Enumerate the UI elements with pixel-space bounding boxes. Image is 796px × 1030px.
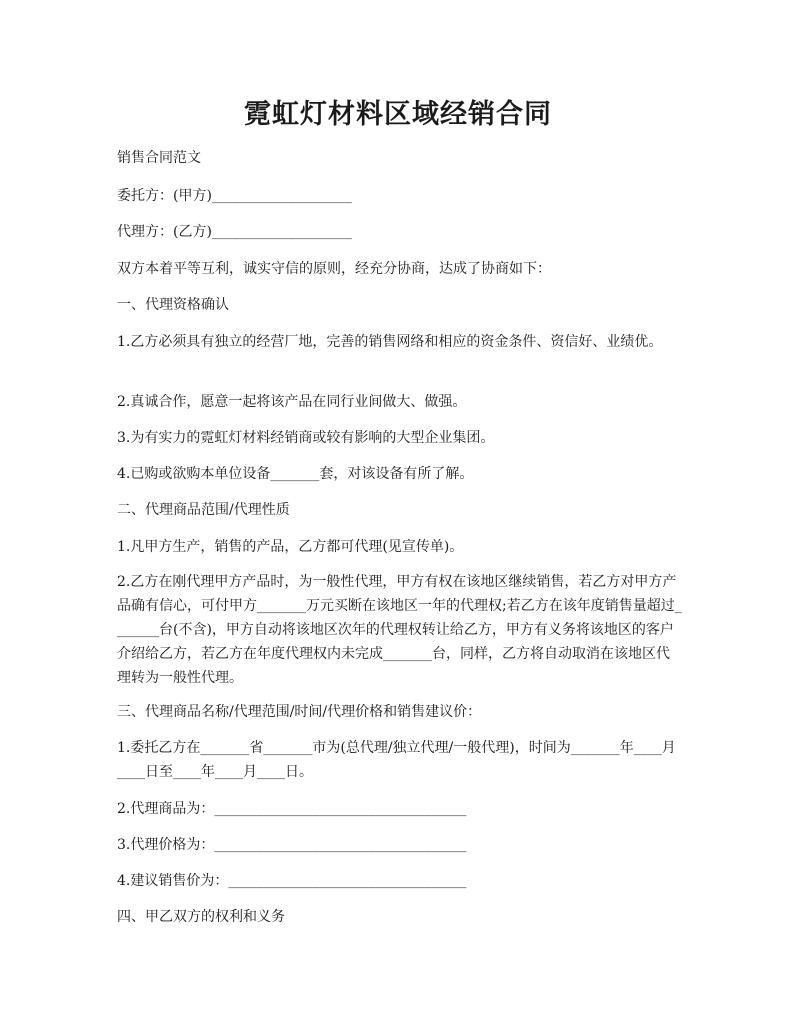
clause-1-3: 3.为有实力的霓虹灯材料经销商或较有影响的大型企业集团。	[117, 430, 495, 446]
clause-1-4: 4.已购或欲购本单位设备_______套，对该设备有所了解。	[117, 466, 474, 482]
document-title: 霓虹灯材料区域经销合同	[244, 99, 552, 130]
clause-2-2: 2.乙方在刚代理甲方产品时，为一般性代理，甲方有权在该地区继续销售，若乙方对甲方产品确有信心，可付甲方_______万元买断在该地区一年的代理权;若乙方在该年度销售量超过_______台(不含)，甲方自动将该地区次年的代理权转让给乙方，甲方有义务将该地区的客户介绍给乙方，若乙方在年度代理权内未完成_______台，同样，乙方将自动取消在该地区代理转为一般性代理。	[117, 574, 682, 686]
preamble-paragraph: 双方本着平等互利，诚实守信的原则，经充分协商，达成了协商如下：	[117, 261, 551, 277]
clause-3-1: 1.委托乙方在_______省_______市为(总代理/独立代理/一般代理)，时间为_______年____月____日至____年____月____日。	[117, 740, 676, 780]
clause-3-4: 4.建议销售价为：__________________________________	[117, 873, 467, 889]
principal-party-line: 委托方：(甲方)____________________	[117, 188, 352, 204]
clause-3-3: 3.代理价格为：____________________________________	[117, 837, 467, 853]
agent-party-line: 代理方：(乙方)____________________	[117, 224, 352, 240]
subtitle: 销售合同范文	[117, 150, 201, 166]
clause-1-2: 2.真诚合作，愿意一起将该产品在同行业间做大、做强。	[117, 394, 467, 410]
clause-2-1: 1.凡甲方生产，销售的产品，乙方都可代理(见宣传单)。	[117, 539, 464, 555]
clause-3-2: 2.代理商品为：____________________________________	[117, 801, 467, 817]
section-heading-2: 二、代理商品范围/代理性质	[117, 502, 290, 518]
section-heading-3: 三、代理商品名称/代理范围/时间/代理价格和销售建议价：	[117, 704, 482, 720]
section-heading-1: 一、代理资格确认	[117, 297, 229, 313]
clause-1-1: 1.乙方必须具有独立的经营厂地，完善的销售网络和相应的资金条件、资信好、业绩优。	[117, 334, 663, 350]
section-heading-4: 四、甲乙双方的权利和义务	[117, 909, 285, 925]
